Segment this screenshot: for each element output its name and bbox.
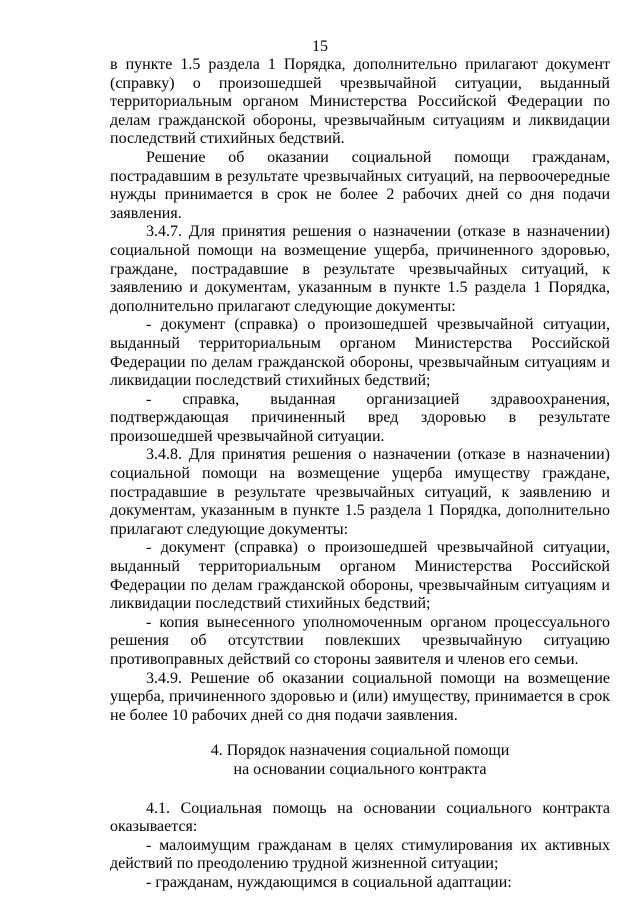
paragraph: - документ (справка) о произошедшей чрезвычайной ситуации, выданный территориальным органом Министерства Российской Федерации по делам гражданской обороны, чрезвычайным ситуациям и ликвидации последствий стихийных бедствий;	[110, 316, 610, 390]
paragraph: - гражданам, нуждающимся в социальной адаптации:	[146, 873, 512, 891]
paragraphs-before-section	[110, 56, 610, 725]
document-body	[110, 56, 610, 893]
paragraph: - малоимущим гражданам в целях стимулирования их активных действий по преодолению трудной жизненной ситуации;	[110, 836, 610, 873]
section-heading	[110, 742, 610, 779]
paragraphs-after-section	[110, 800, 610, 893]
paragraph: 3.4.8. Для принятия решения о назначении (отказе в назначении) социальной помощи на возмещение ущерба имуществу граждане, пострадавшие в результате чрезвычайных ситуаций, к заявлению и документам, указанным в пункте 1.5 раздела 1 Порядка, дополнительно прилагают следующие документы:	[110, 446, 610, 538]
paragraph: 4.1. Социальная помощь на основании социального контракта оказывается:	[110, 799, 610, 836]
paragraph: - документ (справка) о произошедшей чрезвычайной ситуации, выданный территориальным органом Министерства Российской Федерации по делам гражданской обороны, чрезвычайным ситуациям и ликвидации последствий стихийных бедствий;	[110, 539, 610, 613]
paragraph: - копия вынесенного уполномоченным органом процессуального решения об отсутствии повлекших чрезвычайную ситуацию противоправных действий со стороны заявителя и членов его семьи.	[110, 613, 610, 668]
paragraph: 3.4.7. Для принятия решения о назначении (отказе в назначении) социальной помощи на возмещение ущерба, причиненного здоровью, граждане, пострадавшие в результате чрезвычайных ситуаций, к заявлению и документам, указанным в пункте 1.5 раздела 1 Порядка, дополнительно прилагают следующие документы:	[110, 223, 610, 315]
paragraph: 3.4.9. Решение об оказании социальной помощи на возмещение ущерба, причиненного здоровью и (или) имуществу, принимается в срок не более 10 рабочих дней со дня подачи заявления.	[110, 669, 610, 724]
page-number: 15	[312, 38, 328, 55]
section-heading-line-2: на основании социального контракта	[233, 760, 487, 778]
paragraph: в пункте 1.5 раздела 1 Порядка, дополнительно прилагают документ (справку) о произошедшей чрезвычайной ситуации, выданный территориальным органом Министерства Российской Федерации по делам гражданской обороны, чрезвычайным ситуациям и ликвидации последствий стихийных бедствий.	[110, 56, 610, 148]
paragraph: - справка, выданная организацией здравоохранения, подтверждающая причиненный вред здоровью в результате произошедшей чрезвычайной ситуации.	[110, 390, 610, 445]
paragraph: Решение об оказании социальной помощи гражданам, пострадавшим в результате чрезвычайных ситуаций, на первоочередные нужды принимается в срок не более 2 рабочих дней со дня подачи заявления.	[110, 148, 610, 222]
section-heading-line-1: 4. Порядок назначения социальной помощи	[210, 742, 510, 760]
